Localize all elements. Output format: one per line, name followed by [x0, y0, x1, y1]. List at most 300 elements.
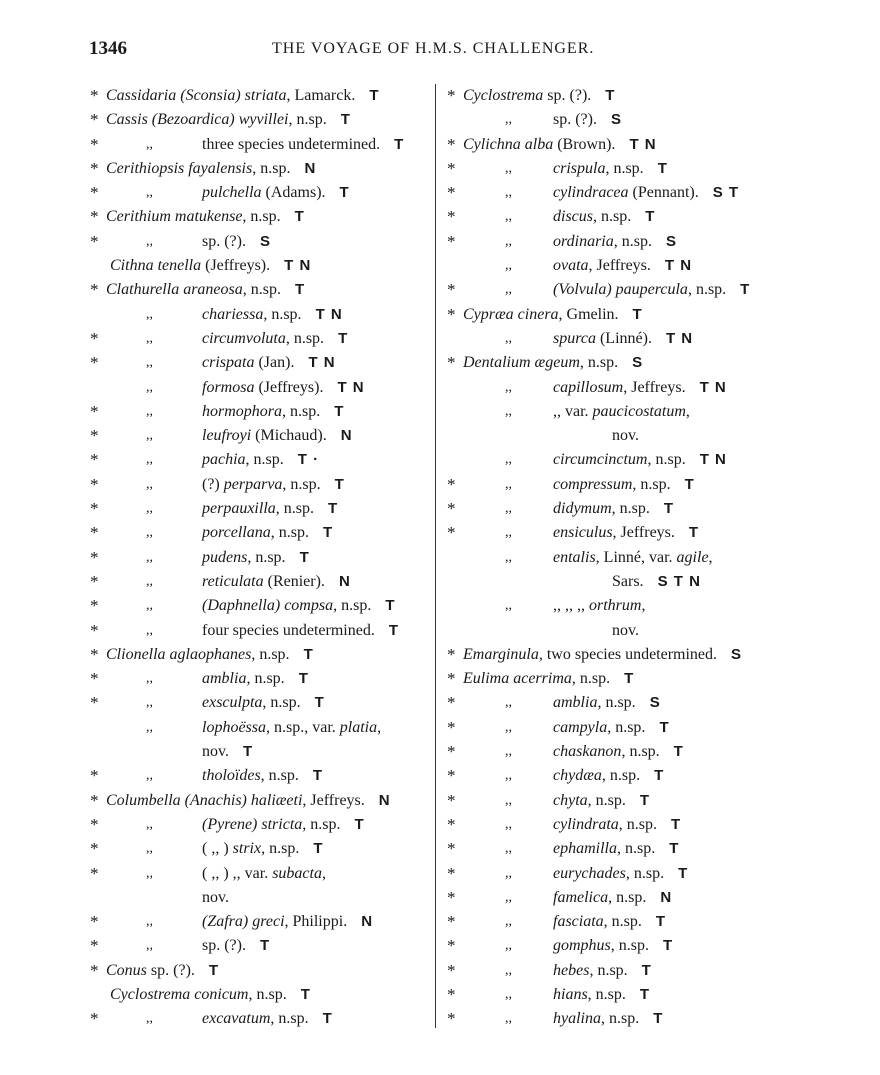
locality-code: T: [645, 208, 656, 226]
entry-line: [447, 1007, 799, 1031]
new-record-marker: *: [90, 814, 99, 834]
entry-line: [90, 837, 433, 861]
locality-code: T ·: [297, 451, 320, 469]
entry-text: [110, 254, 311, 278]
entry-note: ( ,, ) ,, var.: [202, 864, 273, 882]
ditto-mark: ,,: [505, 695, 512, 711]
taxon-name: exsculpta: [202, 694, 263, 712]
entry-note: ,, ,, ,,: [553, 597, 589, 615]
entry-line: [90, 570, 433, 594]
ditto-mark: ,,: [505, 476, 512, 492]
entry-line: [447, 497, 799, 521]
entry-line: [90, 691, 433, 715]
taxon-name: chyta: [553, 791, 588, 809]
entry-text: [202, 230, 271, 254]
entry-note: ,, var.: [553, 402, 593, 420]
entry-line: [447, 254, 799, 278]
ditto-mark: ,,: [146, 695, 153, 711]
ditto-mark: ,,: [505, 379, 512, 395]
taxon-name: fasciata: [553, 913, 604, 931]
taxon-name: leufroyi: [202, 427, 252, 445]
ditto-mark: ,,: [146, 379, 153, 395]
new-record-marker: *: [447, 1009, 456, 1029]
entry-text: [202, 691, 325, 715]
taxon-name: chariessa: [202, 305, 264, 323]
locality-code: T: [339, 184, 350, 202]
entry-line: [90, 789, 433, 813]
running-title: THE VOYAGE OF H.M.S. CHALLENGER.: [272, 40, 595, 57]
entry-note: , n.sp.: [593, 208, 632, 226]
entry-line: [90, 934, 433, 958]
entry-note: , n.sp.: [625, 864, 665, 882]
ditto-mark: ,,: [505, 112, 512, 128]
locality-code: T: [669, 840, 680, 858]
entry-text: [463, 643, 742, 667]
locality-code: T: [655, 913, 667, 931]
entry-note: , n.sp.: [270, 1010, 309, 1028]
entry-note: , n.sp.: [611, 500, 650, 518]
ditto-mark: ,,: [505, 938, 512, 954]
ditto-mark: ,,: [505, 403, 512, 419]
taxon-name: perparva: [223, 475, 283, 493]
ditto-mark: ,,: [505, 841, 512, 857]
locality-code: T N: [308, 354, 336, 372]
entry-text: [202, 667, 309, 691]
taxon-name: Clathurella araneosa: [106, 281, 243, 299]
new-record-marker: *: [90, 353, 99, 373]
ditto-mark: ,,: [505, 986, 512, 1002]
taxon-name: Cypræa cinera: [463, 305, 559, 323]
entry-text: [202, 448, 319, 472]
entry-note: Sars.: [612, 572, 644, 590]
entry-note: (Jan).: [254, 354, 295, 372]
ditto-mark: ,,: [146, 671, 153, 687]
entry-text: [202, 327, 348, 351]
new-record-marker: *: [447, 814, 456, 834]
ditto-mark: ,,: [146, 501, 153, 517]
entry-note: , n.sp.: [245, 451, 284, 469]
entry-line: [90, 910, 433, 934]
locality-code: T: [659, 718, 670, 736]
taxon-name: discus: [553, 208, 593, 226]
entry-text: [202, 546, 310, 570]
entry-note: ,: [641, 597, 646, 615]
entry-line: [90, 254, 433, 278]
entry-text: [553, 181, 739, 205]
taxon-name: tholoïdes: [202, 767, 261, 785]
entry-line: [447, 594, 799, 618]
entry-note: , Jeffreys.: [612, 524, 675, 542]
entry-note: three species undetermined.: [202, 135, 381, 153]
entry-note: , n.sp.: [251, 645, 290, 663]
ditto-mark: ,,: [146, 938, 153, 954]
entry-line: [90, 376, 433, 400]
new-record-marker: *: [90, 158, 99, 178]
ditto-mark: ,,: [505, 1011, 512, 1027]
locality-code: T: [299, 548, 310, 566]
entry-line: [90, 400, 433, 424]
entry-line: [447, 643, 799, 667]
taxon-name: circumvoluta: [202, 329, 286, 347]
entry-text: [202, 594, 396, 618]
locality-code: T N: [699, 378, 727, 396]
entry-note: , Lamarck.: [286, 87, 356, 104]
locality-code: T: [369, 87, 380, 104]
taxon-name: Cithna tenella: [110, 257, 202, 275]
entry-line: [90, 133, 433, 157]
locality-code: T: [322, 1010, 333, 1028]
entry-text: [202, 934, 270, 958]
entry-text: [553, 327, 693, 351]
taxon-name: Columbella (Anachis) haliæeti: [106, 791, 303, 809]
entry-line: [90, 862, 433, 886]
entry-line: [90, 181, 433, 205]
entry-note: , n.sp.: [579, 354, 619, 372]
new-record-marker: *: [90, 644, 99, 664]
entry-note: , n.sp.: [261, 840, 300, 858]
new-record-marker: *: [447, 912, 456, 932]
entry-note: nov.: [612, 427, 639, 445]
entry-text: [553, 230, 677, 254]
locality-code: T: [641, 961, 652, 979]
new-record-marker: *: [90, 110, 99, 130]
new-record-marker: *: [90, 426, 99, 446]
entry-text: [553, 254, 692, 278]
entry-line: [447, 886, 799, 910]
taxon-name: chydæa: [553, 767, 602, 785]
taxon-name: pudens: [202, 548, 248, 566]
ditto-mark: ,,: [505, 962, 512, 978]
ditto-mark: ,,: [505, 768, 512, 784]
ditto-mark: ,,: [146, 719, 153, 735]
entry-note: , n.sp.: [601, 1010, 640, 1028]
entry-note: , n.sp.: [613, 232, 652, 250]
entry-note: , n.sp.: [282, 475, 321, 493]
locality-code: T: [673, 743, 684, 761]
entry-note: nov.: [202, 888, 229, 906]
locality-code: T N: [699, 451, 727, 469]
entry-text: [553, 983, 650, 1007]
entry-line: [90, 886, 433, 910]
entry-line: [447, 862, 799, 886]
entry-text: [553, 473, 695, 497]
entry-text: [106, 643, 314, 667]
entry-line: [447, 230, 799, 254]
entry-line: [447, 376, 799, 400]
entry-line: [90, 351, 433, 375]
new-record-marker: *: [90, 523, 99, 543]
entry-text: [612, 424, 639, 448]
entry-line: [90, 205, 433, 229]
entry-note: , n.sp.: [288, 111, 327, 129]
entry-text: [202, 521, 333, 545]
entry-note: nov.: [202, 743, 229, 761]
ditto-mark: ,,: [505, 914, 512, 930]
entry-text: [202, 886, 229, 910]
entry-text: [202, 400, 344, 424]
taxon-name: hyalina: [553, 1010, 601, 1028]
new-record-marker: *: [90, 912, 99, 932]
entry-line: [447, 691, 799, 715]
entry-line: [447, 327, 799, 351]
taxon-name: compressum: [553, 475, 633, 493]
entry-text: [202, 619, 399, 643]
entry-line: [90, 327, 433, 351]
entry-text: [553, 376, 727, 400]
ditto-mark: ,,: [505, 719, 512, 735]
taxon-name: capillosum: [553, 378, 624, 396]
entry-note: (Linné).: [595, 329, 652, 347]
new-record-marker: *: [90, 936, 99, 956]
entry-note: , Gmelin.: [558, 305, 619, 323]
entry-text: [202, 862, 326, 886]
entry-note: (Renier).: [263, 572, 325, 590]
entry-note: , Philippi.: [284, 913, 348, 931]
taxon-name: (Daphnella) compsa: [202, 597, 334, 615]
ditto-mark: ,,: [505, 330, 512, 346]
entry-line: [90, 619, 433, 643]
ditto-mark: ,,: [146, 841, 153, 857]
taxon-name: excavatum: [202, 1010, 271, 1028]
entry-text: [553, 886, 672, 910]
ditto-mark: ,,: [146, 816, 153, 832]
entry-line: [447, 84, 799, 108]
entry-note: four species undetermined.: [202, 621, 375, 639]
entry-text: [106, 84, 380, 108]
taxon-name: circumcinctum: [553, 451, 648, 469]
new-record-marker: *: [447, 669, 456, 689]
taxon-name: Cerithium matukense: [106, 208, 243, 226]
new-record-marker: *: [447, 960, 456, 980]
entry-text: [553, 862, 688, 886]
entry-text: [463, 84, 615, 108]
ditto-mark: ,,: [505, 816, 512, 832]
entry-note: , n.sp.: [242, 208, 281, 226]
locality-code: S: [259, 232, 271, 250]
entry-note: , n.sp.: [263, 305, 302, 323]
locality-code: T N: [284, 257, 312, 275]
locality-code: S: [665, 232, 677, 250]
taxon-name: cylindracea: [553, 184, 629, 202]
ditto-mark: ,,: [146, 476, 153, 492]
entry-line: [90, 813, 433, 837]
locality-code: T: [334, 402, 345, 420]
ditto-mark: ,,: [146, 233, 153, 249]
entry-note: (Jeffreys).: [254, 378, 324, 396]
entry-line: [447, 934, 799, 958]
locality-code: T: [303, 645, 314, 663]
entry-text: [553, 910, 666, 934]
entry-line: [447, 910, 799, 934]
entry-text: [553, 740, 684, 764]
locality-code: T: [385, 597, 396, 615]
locality-code: T: [340, 111, 351, 129]
column-divider: [435, 84, 436, 1028]
taxon-name: hians: [553, 985, 588, 1003]
ditto-mark: ,,: [146, 622, 153, 638]
taxon-name: ensiculus: [553, 524, 613, 542]
new-record-marker: *: [90, 183, 99, 203]
entry-line: [90, 84, 433, 108]
new-record-marker: *: [447, 766, 456, 786]
ditto-mark: ,,: [505, 792, 512, 808]
new-record-marker: *: [447, 887, 456, 907]
ditto-mark: ,,: [146, 330, 153, 346]
entry-line: [447, 667, 799, 691]
entry-text: [553, 764, 664, 788]
entry-line: [90, 108, 433, 132]
entry-note: , n.sp.: [589, 961, 628, 979]
new-record-marker: *: [447, 86, 456, 105]
entry-note: , n.sp.: [603, 913, 642, 931]
entry-line: [447, 205, 799, 229]
ditto-mark: ,,: [146, 549, 153, 565]
locality-code: T: [313, 840, 324, 858]
entry-text: [553, 789, 650, 813]
left-column: [90, 84, 433, 1032]
taxon-name: Cassis (Bezoardica) wyvillei: [106, 111, 289, 129]
entry-line: [447, 278, 799, 302]
taxon-name: entalis: [553, 548, 596, 566]
entry-note: , n.sp.: [647, 451, 686, 469]
new-record-marker: *: [90, 280, 99, 300]
entry-line: [90, 959, 433, 983]
entry-line: [90, 716, 433, 740]
new-record-marker: *: [447, 304, 456, 324]
taxon-name: platia: [339, 718, 378, 736]
entry-note: , n.sp.: [617, 840, 656, 858]
entry-note: , n.sp.: [270, 524, 309, 542]
ditto-mark: ,,: [146, 185, 153, 201]
locality-code: T N: [664, 257, 693, 275]
locality-code: T: [328, 500, 339, 518]
ditto-mark: ,,: [505, 185, 512, 201]
entry-line: [90, 497, 433, 521]
locality-code: T: [334, 475, 345, 493]
taxon-name: perpauxilla: [202, 500, 276, 518]
locality-code: T: [242, 743, 254, 761]
entry-note: , n.sp.: [618, 815, 657, 833]
ditto-mark: ,,: [146, 768, 153, 784]
taxon-name: chaskanon: [553, 743, 622, 761]
taxon-name: (Pyrene) stricta: [202, 815, 303, 833]
entry-text: [202, 351, 336, 375]
ditto-mark: ,,: [505, 258, 512, 274]
locality-code: N: [361, 913, 374, 931]
entry-note: sp. (?).: [543, 87, 592, 104]
locality-code: T: [624, 670, 635, 688]
entry-note: sp. (?).: [202, 937, 246, 955]
entry-line: [90, 740, 433, 764]
taxon-name: strix: [232, 840, 262, 858]
locality-code: S: [632, 354, 644, 372]
new-record-marker: *: [90, 693, 99, 713]
entry-note: (Pennant).: [628, 184, 699, 202]
taxon-name: gomphus: [553, 937, 611, 955]
locality-code: T: [684, 475, 695, 493]
locality-code: T: [394, 135, 405, 153]
entry-note: , two species undetermined.: [538, 645, 718, 663]
entry-text: [202, 497, 338, 521]
new-record-marker: *: [447, 183, 456, 203]
entry-line: [90, 157, 433, 181]
entry-line: [447, 400, 799, 424]
entry-text: [553, 497, 674, 521]
entry-text: [106, 789, 391, 813]
entry-line: [90, 424, 433, 448]
taxon-name: Conus: [106, 961, 147, 979]
new-record-marker: *: [90, 620, 99, 640]
entry-text: [106, 108, 351, 132]
entry-text: [106, 959, 219, 983]
locality-code: T: [663, 500, 675, 518]
entry-text: [110, 983, 311, 1007]
locality-code: S T: [712, 184, 740, 202]
ditto-mark: ,,: [146, 525, 153, 541]
ditto-mark: ,,: [505, 282, 512, 298]
entry-note: , n.sp.: [621, 743, 660, 761]
entry-text: [463, 133, 657, 157]
taxon-name: Cyclostrema: [463, 87, 544, 104]
entry-text: [202, 1007, 333, 1031]
locality-code: T: [657, 159, 668, 177]
entry-line: [90, 1007, 433, 1031]
locality-code: T: [605, 87, 616, 104]
entry-text: [553, 278, 750, 302]
entry-note: , n.sp.: [571, 670, 611, 688]
locality-code: N: [338, 572, 351, 590]
ditto-mark: ,,: [505, 501, 512, 517]
entry-note: , n.sp.: [587, 985, 626, 1003]
new-record-marker: *: [90, 328, 99, 348]
locality-code: T: [639, 985, 651, 1003]
locality-code: N: [304, 159, 317, 177]
entry-text: [612, 619, 639, 643]
ditto-mark: ,,: [505, 549, 512, 565]
taxon-name: crispula: [553, 159, 606, 177]
entry-note: , n.sp.: [601, 767, 641, 785]
entry-text: [202, 764, 323, 788]
taxon-name: Cerithiopsis fayalensis: [106, 159, 253, 177]
entry-text: [553, 205, 655, 229]
entry-text: [553, 157, 668, 181]
new-record-marker: *: [90, 1009, 99, 1029]
entry-text: [202, 716, 381, 740]
taxon-name: lophoëssa: [202, 718, 266, 736]
entry-note: , n.sp.: [302, 815, 341, 833]
taxon-name: pulchella: [202, 184, 262, 202]
locality-code: T N: [629, 135, 657, 153]
new-record-marker: *: [90, 86, 99, 105]
new-record-marker: *: [447, 523, 456, 543]
ditto-mark: ,,: [146, 1011, 153, 1027]
taxon-name: Cyclostrema conicum: [110, 985, 249, 1003]
new-record-marker: *: [447, 134, 456, 154]
entry-line: [90, 473, 433, 497]
entry-text: [553, 716, 670, 740]
entry-note: ,: [321, 864, 326, 882]
new-record-marker: *: [447, 839, 456, 859]
ditto-mark: ,,: [505, 233, 512, 249]
entry-line: [90, 303, 433, 327]
new-record-marker: *: [90, 669, 99, 689]
entry-text: [553, 959, 652, 983]
taxon-name: ephamilla: [553, 840, 617, 858]
entry-note: , n.sp.: [282, 402, 321, 420]
entry-text: [202, 740, 253, 764]
locality-code: T N: [315, 305, 343, 323]
locality-code: T: [688, 524, 700, 542]
